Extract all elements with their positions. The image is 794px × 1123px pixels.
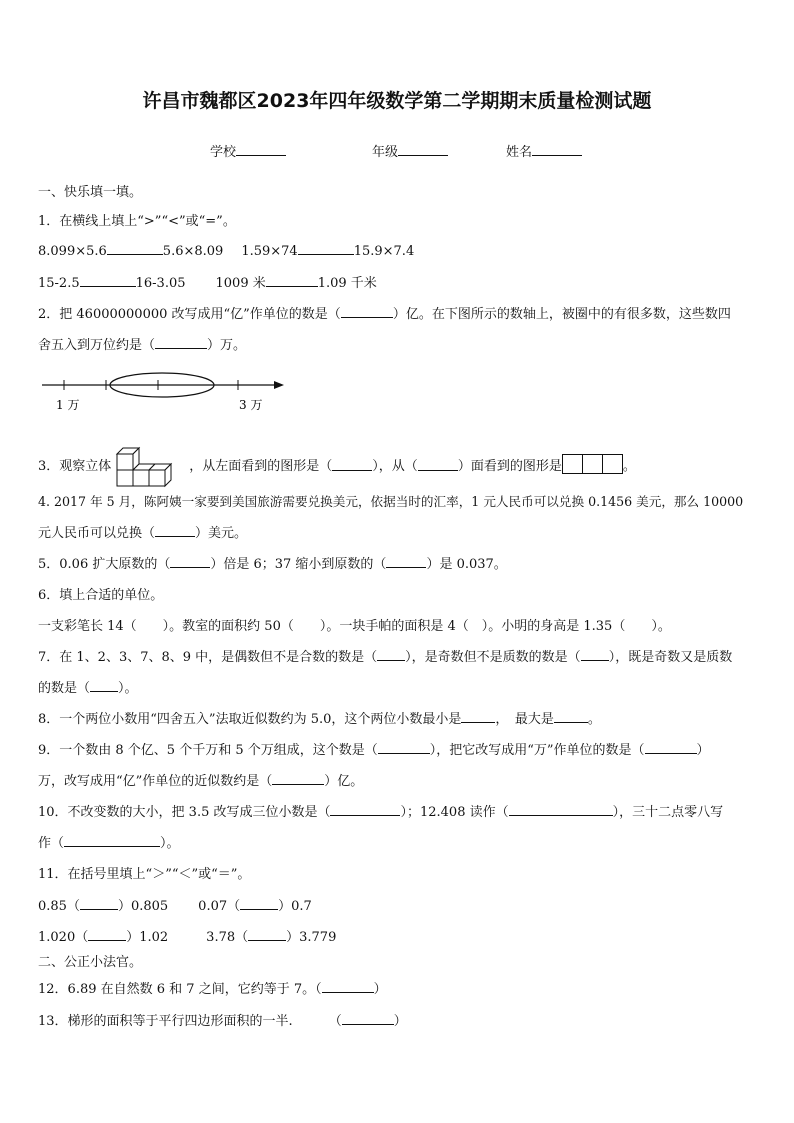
q7-line-1	[38, 646, 732, 665]
answer-blank[interactable]	[386, 554, 426, 568]
q12-line	[38, 978, 387, 997]
answer-blank[interactable]	[322, 979, 374, 993]
q1-row-1	[38, 241, 414, 259]
answer-blank[interactable]	[80, 273, 136, 287]
q11-stem: 11．在括号里填上“＞”“＜”或“＝”。	[38, 867, 251, 882]
school-label: 学校	[210, 145, 237, 160]
answer-blank[interactable]	[342, 1011, 394, 1025]
q13-text: ）	[393, 1014, 407, 1029]
grade-label: 年级	[372, 145, 399, 160]
answer-blank[interactable]	[107, 241, 163, 255]
q13-text: （	[328, 1014, 342, 1029]
q10-text: 10．不改变数的大小，把 3.5 改写成三位小数是（	[38, 805, 331, 820]
q3-line	[38, 440, 636, 488]
q1-expr: 1.59×74	[241, 244, 298, 259]
q8-line	[38, 708, 601, 727]
q3-text: ，从左面看到的图形是（	[189, 458, 333, 474]
answer-blank[interactable]	[645, 740, 697, 754]
name-blank[interactable]	[532, 142, 582, 156]
answer-blank[interactable]	[64, 833, 160, 847]
q7-text: ）。	[118, 681, 138, 696]
answer-blank[interactable]	[155, 523, 195, 537]
answer-blank[interactable]	[266, 273, 318, 287]
q6-stem: 6．填上合适的单位。	[38, 588, 164, 603]
section-2-heading: 二、公正小法官。	[38, 955, 143, 970]
q3-text: 。	[622, 458, 636, 474]
page-title: 许昌市魏都区2023年四年级数学第二学期期末质量检测试题	[142, 90, 652, 112]
q1-row-2	[38, 272, 377, 291]
q9-line-1	[38, 739, 710, 758]
q4-text: ）美元。	[195, 526, 248, 541]
q11-text: 0.07（	[198, 899, 241, 914]
q10-line-1	[38, 801, 723, 820]
answer-blank[interactable]	[418, 457, 458, 471]
q9-text: 万，改写成用“亿”作单位的近似数约是（	[38, 774, 273, 789]
q8-text: 8．一个两位小数用“四舍五入”法取近似数约为 5.0，这个两位小数最小是	[38, 712, 462, 727]
q10-line-2	[38, 832, 180, 851]
school-field	[210, 141, 286, 160]
q1-expr: 15.9×7.4	[353, 244, 415, 259]
answer-blank[interactable]	[378, 740, 430, 754]
q5-text: 5．0.06 扩大原数的（	[38, 557, 171, 572]
solid-figure-icon	[113, 440, 187, 488]
q5-text: ）倍是 6；37 缩小到原数的（	[210, 557, 387, 572]
answer-blank[interactable]	[332, 457, 372, 471]
q4-text: 元人民币可以兑换（	[38, 526, 156, 541]
number-line-figure	[40, 370, 290, 414]
answer-blank[interactable]	[509, 802, 613, 816]
q11-text: ）0.805	[117, 899, 169, 914]
q2-line-2	[38, 334, 246, 353]
q1-expr: 1009 米	[215, 276, 266, 291]
q12-text: ）	[373, 982, 387, 997]
school-blank[interactable]	[236, 142, 286, 156]
view-shape-icon	[563, 454, 623, 474]
answer-blank[interactable]	[272, 771, 324, 785]
answer-blank[interactable]	[155, 335, 207, 349]
q9-line-2	[38, 770, 363, 789]
q2-text: ）亿。在下图所示的数轴上，被圈中的有很多数，这些数四	[392, 307, 731, 322]
answer-blank[interactable]	[377, 647, 405, 661]
grade-field	[372, 141, 448, 160]
q7-line-2	[38, 677, 138, 696]
q1-expr: 15-2.5	[38, 276, 80, 291]
q11-row-2	[38, 926, 336, 945]
answer-blank[interactable]	[461, 709, 495, 723]
q7-text: ），是奇数但不是质数的数是（	[405, 650, 581, 665]
axis-left-label: 1 万	[56, 398, 80, 412]
q1-expr: 5.6×8.09	[162, 244, 224, 259]
q11-text: ）1.02	[126, 930, 169, 945]
q11-text: 1.020（	[38, 930, 89, 945]
q8-text: 。	[587, 712, 601, 727]
q4-line-2	[38, 522, 247, 541]
q6-line: 一支彩笔长 14（ ）。教室的面积约 50（ ）。一块手帕的面积是 4（ ）。小明的身高是 1.35（ ）。	[38, 619, 671, 634]
axis-right-label: 3 万	[239, 398, 263, 412]
q11-text: ）3.779	[286, 930, 337, 945]
q13-text: 13．梯形的面积等于平行四边形面积的一半.	[38, 1014, 293, 1029]
q1-expr: 1.09 千米	[317, 276, 377, 291]
q10-text: 作（	[38, 836, 65, 851]
q1-stem: 1．在横线上填上“>”“<”或“=”。	[38, 214, 236, 229]
q1-expr: 16-3.05	[135, 276, 186, 291]
answer-blank[interactable]	[581, 647, 609, 661]
answer-blank[interactable]	[554, 709, 588, 723]
q10-text: ）。	[160, 836, 180, 851]
q11-text: 3.78（	[206, 930, 249, 945]
q4-line-1: 4. 2017 年 5 月，陈阿姨一家要到美国旅游需要兑换美元，依据当时的汇率，1 元人民币可以兑换 0.1456 美元，那么 10000	[38, 494, 744, 509]
q9-text: ）亿。	[324, 774, 364, 789]
q10-text: ），三十二点零八写	[612, 805, 724, 820]
q11-row-1	[38, 895, 312, 914]
number-line	[40, 370, 290, 414]
answer-blank[interactable]	[248, 927, 286, 941]
q1-expr: 8.099×5.6	[38, 244, 107, 259]
q5-line	[38, 553, 507, 572]
name-field	[506, 141, 582, 160]
q7-text: ），既是奇数又是质数	[608, 650, 733, 665]
q9-text: ）	[696, 743, 710, 758]
q13-line	[38, 1010, 407, 1029]
q5-text: ）是 0.037。	[426, 557, 507, 572]
q3-text: 3．观察立体	[38, 458, 112, 474]
q3-text: ），从（	[372, 458, 418, 474]
q9-text: 9．一个数由 8 个亿、5 个千万和 5 个万组成，这个数是（	[38, 743, 378, 758]
answer-blank[interactable]	[88, 927, 126, 941]
q7-text: 的数是（	[38, 681, 91, 696]
answer-blank[interactable]	[298, 241, 354, 255]
answer-blank[interactable]	[80, 896, 118, 910]
grade-blank[interactable]	[398, 142, 448, 156]
answer-blank[interactable]	[90, 678, 118, 692]
q7-text: 7．在 1、2、3、7、8、9 中，是偶数但不是合数的数是（	[38, 650, 378, 665]
q8-text: ， 最大是	[495, 712, 554, 727]
q12-text: 12．6.89 在自然数 6 和 7 之间，它约等于 7。（	[38, 982, 322, 997]
answer-blank[interactable]	[240, 896, 278, 910]
section-1-heading: 一、快乐填一填。	[38, 185, 143, 200]
q10-text: ）；12.408 读作（	[400, 805, 509, 820]
axis-arrow-icon	[274, 381, 284, 389]
name-label: 姓名	[506, 145, 533, 160]
q11-text: 0.85（	[38, 899, 80, 914]
q2-text: ）万。	[207, 338, 247, 353]
answer-blank[interactable]	[330, 802, 400, 816]
answer-blank[interactable]	[341, 304, 393, 318]
q2-text: 舍五入到万位约是（	[38, 338, 156, 353]
q2-line-1	[38, 303, 731, 322]
answer-blank[interactable]	[170, 554, 210, 568]
q11-text: ）0.7	[278, 899, 312, 914]
q2-text: 2．把 46000000000 改写成用“亿”作单位的数是（	[38, 307, 341, 322]
q9-text: ），把它改写成用“万”作单位的数是（	[429, 743, 645, 758]
q3-text: ）面看到的图形是	[457, 458, 562, 474]
